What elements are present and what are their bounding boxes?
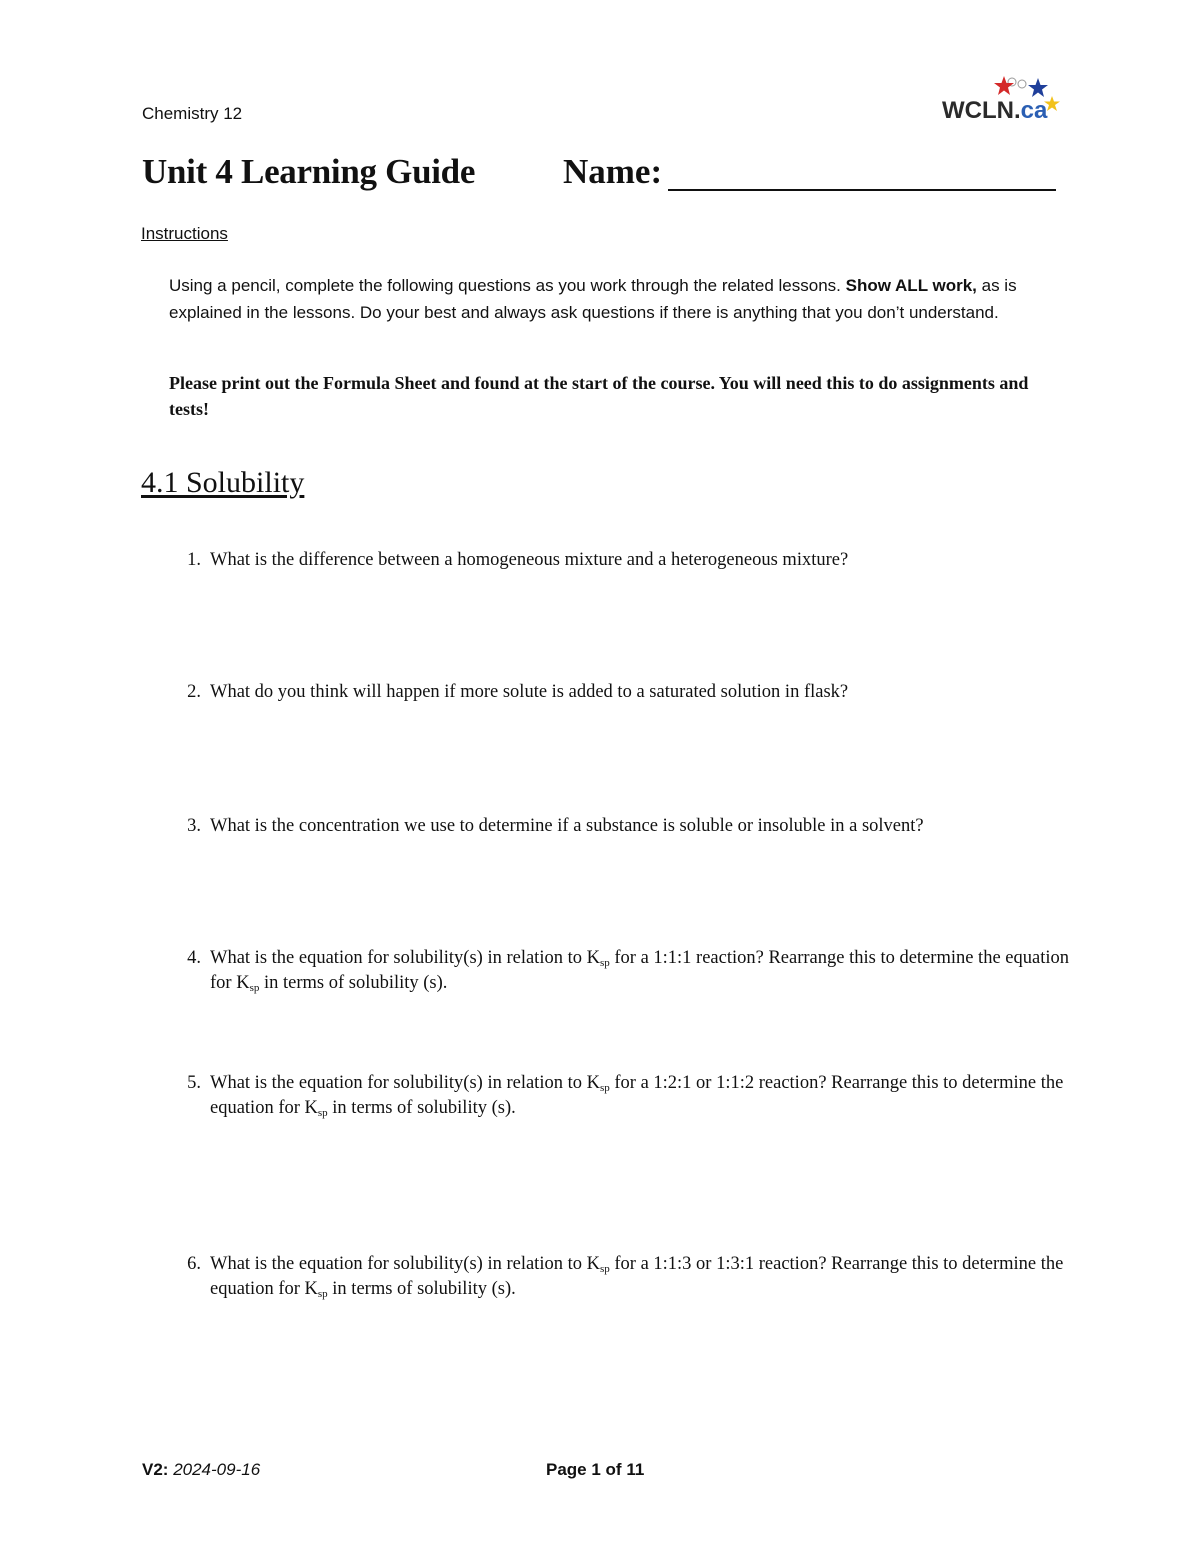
- course-label: Chemistry 12: [142, 104, 243, 123]
- instructions-heading: Instructions: [141, 224, 228, 243]
- question-text: What is the equation for solubility(s) in relation to $K_{sp}$ for a 1:2:1 or 1:1:2 reaction? Rearrange this to determine the equation for $K_{sp}$ in terms of solubility (s).: [210, 1073, 1064, 1119]
- show-all-work-emphasis: Show ALL work,: [845, 276, 977, 295]
- question-number: 2.: [187, 682, 201, 702]
- question-text: What is the concentration we use to determine if a substance is soluble or insoluble in a solvent?: [210, 816, 924, 836]
- question-number: 4.: [187, 948, 201, 968]
- question-number: 3.: [187, 816, 201, 836]
- formula-sheet-note: Please print out the Formula Sheet and found at the start of the course. You will need this to do assignments and tests!: [169, 373, 1029, 419]
- question-number: 5.: [187, 1073, 201, 1093]
- footer-version: V2: 2024-09-16: [142, 1460, 261, 1479]
- question-text: What do you think will happen if more solute is added to a saturated solution in flask?: [210, 682, 849, 702]
- name-label: Name:: [563, 152, 663, 191]
- question-text: What is the difference between a homogeneous mixture and a heterogeneous mixture?: [210, 550, 849, 570]
- question-text: What is the equation for solubility(s) in relation to $K_{sp}$ for a 1:1:1 reaction? Rearrange this to determine the equation for $K_{sp}$ in terms of solubility (s).: [210, 948, 1069, 994]
- logo-text: WCLN.ca: [942, 97, 1048, 124]
- name-blank-line[interactable]: [668, 189, 1056, 191]
- guide-title: Unit 4 Learning Guide: [142, 152, 476, 191]
- instructions-paragraph: Using a pencil, complete the following questions as you work through the related lessons. Show ALL work, as is explained in the lessons. Do your best and always ask questions if there is anything that you don’t understand.: [169, 276, 1017, 322]
- question-number: 6.: [187, 1254, 201, 1274]
- question-number: 1.: [187, 550, 201, 570]
- section-heading: 4.1 Solubility: [141, 466, 305, 499]
- footer-page-number: Page 1 of 11: [546, 1460, 645, 1479]
- wcln-logo: [940, 70, 1065, 128]
- question-text: What is the equation for solubility(s) in relation to $K_{sp}$ for a 1:1:3 or 1:3:1 reaction? Rearrange this to determine the equation for $K_{sp}$ in terms of solubility (s).: [210, 1254, 1064, 1300]
